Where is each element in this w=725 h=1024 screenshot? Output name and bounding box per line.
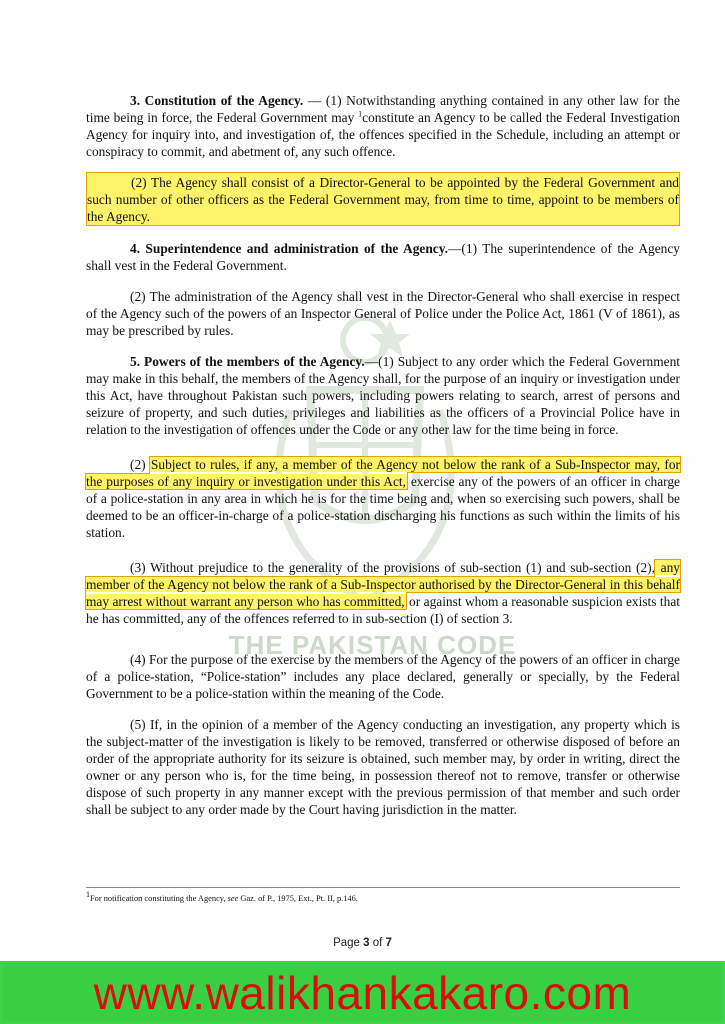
section-4-para-1 [86,240,680,274]
section-4-para-1-text: —(1) The superintendence of the Agency shall vest in the Federal Government. [86,241,680,273]
footnote-divider [86,887,680,888]
footnote-text: For notification constituting the Agency, [90,894,228,903]
section-4-para-2 [86,288,680,339]
section-4-heading: 4. Superintendence and administration of the Agency. [130,241,449,256]
section-3-para-1-text: — (1) Notwithstanding anything contained in any other law for the time being in force, the Federal Government may [86,93,680,125]
section-5-para-1-text: —(1) Subject to any order which the Federal Government may make in this behalf, the members of the Agency shall, for the purpose of an inquiry or investigation under this Act, have throughout Pakistan such powers, including powers relating to search, arrest of persons and seizure of property, and such duties, privileges and liabilities as the officers of a Provincial Police have in relation to the investigation of offences under the Code or any other law for the time being in force. [86,354,680,437]
section-5-para-3-start: (3) Without prejudice to the generality of the provisions of sub-section (1) and sub-section (2), [130,560,655,575]
page-number [0,937,725,949]
section-3-para-2-highlight: The Agency shall consist of a Director-General to be appointed by the Federal Government and such number of other officers as the Federal Government may, from time to time, appoint to be members of the Agency. [87,175,679,224]
page-number-current: 3 [363,937,370,949]
footnote-italic-text: see [227,894,239,903]
website-banner-inner [3,964,722,1021]
section-3-para-1-rest: constitute an Agency to be called the Federal Investigation Agency for inquiry into, and investigation of, the offences specified in the Schedule, including an attempt or conspiracy to commit, and abetment of, any such offence. [86,110,680,159]
section-5-para-3-highlight: any member of the Agency not below the rank of a Sub-Inspector authorised by the Director-General in this behalf may arrest without warrant any person who has committed, [86,560,680,609]
section-3-para-2-highlighted [86,172,680,226]
watermark-text: THE PAKISTAN CODE [228,630,517,660]
section-5-para-5-text: (5) If, in the opinion of a member of the Agency conducting an investigation, any property which is the subject-matter of the investigation is likely to be removed, transferred or otherwise disposed of before an order of the appropriate authority for its seizure is obtained, such member may, by order in writing, direct the owner or any person who is, for the time being, in possession thereof not to remove, transfer or otherwise dispose of such property in any manner except with the previous permission of that member and such order shall be subject to any order made by the Court having jurisdiction in the matter. [86,717,680,817]
website-url[interactable]: www.walikhankakaro.com [93,966,632,1019]
section-5-para-5 [86,716,680,818]
page-number-separator: of [369,937,386,949]
section-5-para-4 [86,651,680,702]
footnote-citation: Gaz. of P., 1975, Ext., Pt. II, p.146. [238,894,358,903]
section-3-para-1 [86,92,680,160]
footnote-mark: 1 [86,890,90,900]
section-5-heading: 5. Powers of the members of the Agency. [130,354,365,369]
section-5-para-4-text: (4) For the purpose of the exercise by the members of the Agency of the powers of an officer in charge of a police-station, “Police-station” includes any place declared, generally or specially, by the Federal Government to be a police-station within the meaning of the Code. [86,652,680,701]
section-3-para-2-number: (2) [131,175,151,190]
footnote-reference[interactable]: 1 [358,109,363,119]
section-3-heading: 3. Constitution of the Agency. [130,93,304,108]
document-body [86,92,680,832]
section-5-para-1 [86,353,680,438]
section-4-para-2-text: (2) The administration of the Agency shall vest in the Director-General who shall exercise in respect of the Agency such of the powers of an Inspector General of Police under the Police Act, 1861 (V of 1861), as may be prescribed by rules. [86,289,680,338]
section-5-para-2-rest: exercise any of the powers of an officer in charge of a police-station in any area in which he is for the time being and, when so exercising such powers, shall be deemed to be an officer-in-charge of a police-station discharging his functions as such within the limits of his station. [86,474,681,540]
page-number-total: 7 [385,937,392,949]
section-5-para-3 [86,559,680,627]
website-banner [0,961,725,1024]
section-5-para-2 [86,456,680,541]
page-number-prefix: Page [333,937,364,949]
section-5-para-2-highlight: Subject to rules, if any, a member of the Agency not below the rank of a Sub-Inspector may, for the purposes of any inquiry or investigation under this Act, [86,457,680,489]
footnote [86,890,680,904]
section-5-para-2-number: (2) [130,457,150,472]
section-5-para-3-rest: or against whom a reasonable suspicion exists that he has committed, any of the offences referred to in sub-section (I) of section 3. [86,594,680,626]
